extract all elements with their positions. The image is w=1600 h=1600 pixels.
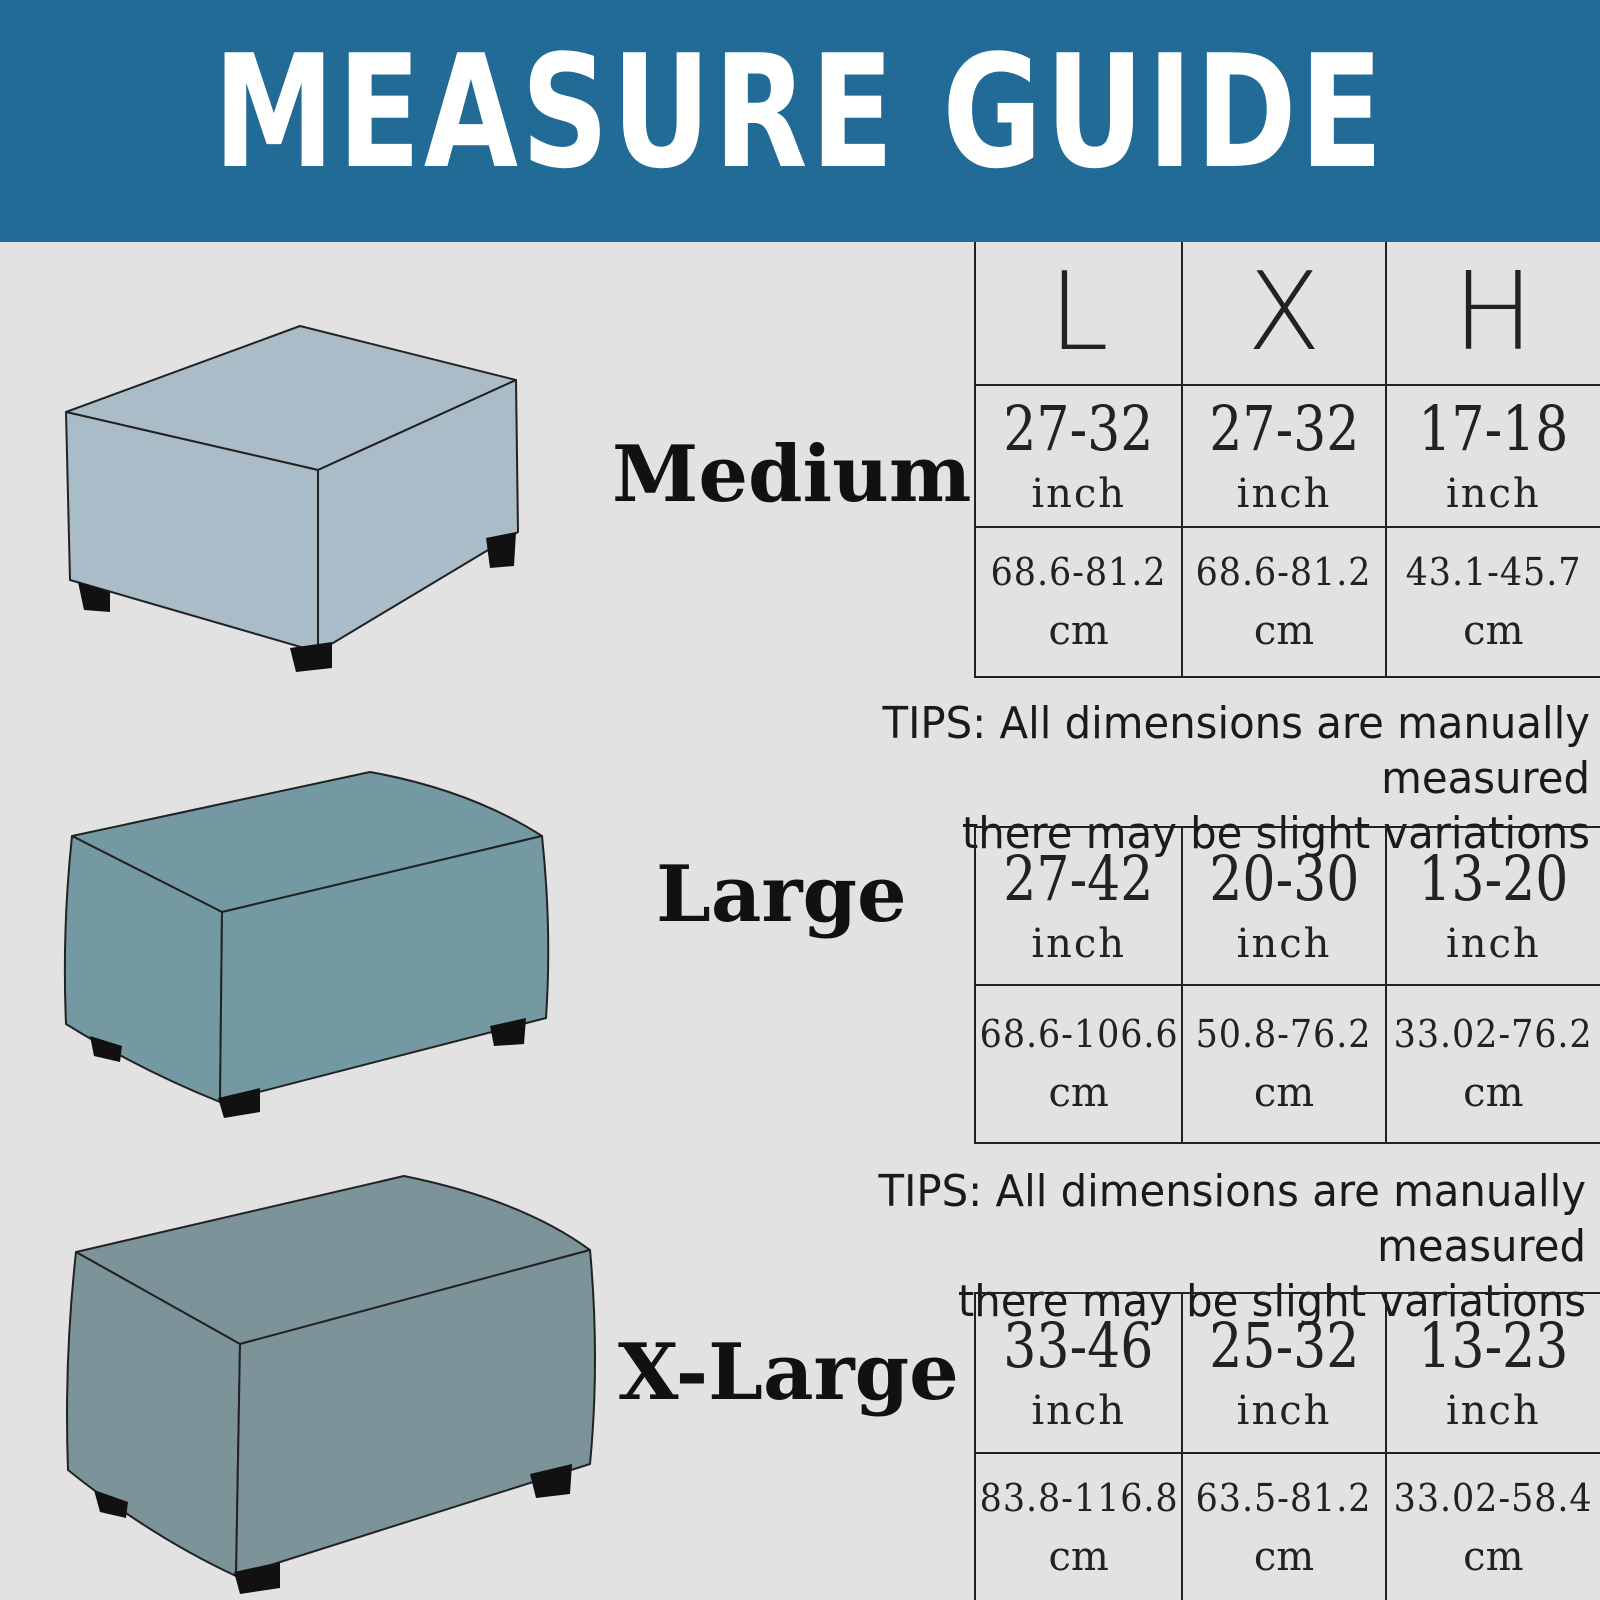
medium-l-cm: 68.6-81.2 cm bbox=[976, 528, 1183, 676]
large-l-inch: 27-42 inch bbox=[976, 828, 1183, 984]
large-cm-row bbox=[976, 984, 1600, 1142]
large-x-inch: 20-30 inch bbox=[1183, 828, 1386, 984]
x-large-l-cm: 83.8-116.8 cm bbox=[976, 1454, 1183, 1600]
medium-inch-row bbox=[976, 384, 1600, 526]
medium-ottoman-illustration bbox=[50, 310, 550, 690]
x-large-cm-row bbox=[976, 1452, 1600, 1600]
x-large-l-inch: 33-46 inch bbox=[976, 1294, 1183, 1452]
large-ottoman-illustration bbox=[50, 760, 560, 1130]
column-header-l: L bbox=[976, 242, 1183, 384]
column-header-row bbox=[976, 242, 1600, 384]
large-h-inch: 13-20 inch bbox=[1418, 842, 1569, 967]
medium-h-cm: 43.1-45.7 cm bbox=[1405, 550, 1582, 654]
large-h-cm: 33.02-76.2 cm bbox=[1393, 1012, 1593, 1116]
tips-line-2: there may be slight variations bbox=[957, 1276, 1586, 1327]
column-header-h: H bbox=[1452, 250, 1534, 375]
page-title: MEASURE GUIDE bbox=[213, 21, 1387, 203]
large-l-cm: 68.6-106.6 cm bbox=[976, 986, 1183, 1142]
x-large-x-inch: 25-32 inch bbox=[1183, 1294, 1386, 1452]
header-banner bbox=[0, 0, 1600, 242]
size-label-x-large: X-Large bbox=[618, 1327, 959, 1418]
large-dimension-table bbox=[974, 826, 1600, 1144]
medium-h-inch: 17-18 inch bbox=[1418, 392, 1569, 517]
medium-dimension-table bbox=[974, 242, 1600, 678]
tips-line-2: there may be slight variations bbox=[961, 808, 1590, 859]
x-large-dimension-table bbox=[974, 1292, 1600, 1600]
x-large-x-cm: 63.5-81.2 cm bbox=[1183, 1454, 1386, 1600]
medium-l-inch: 27-32 inch bbox=[976, 386, 1183, 526]
x-large-h-inch: 13-23 inch bbox=[1418, 1309, 1569, 1434]
large-x-cm: 50.8-76.2 cm bbox=[1183, 986, 1386, 1142]
tips-line-1: TIPS: All dimensions are manually measured bbox=[882, 698, 1590, 804]
medium-x-cm: 68.6-81.2 cm bbox=[1183, 528, 1386, 676]
x-large-ottoman-illustration bbox=[50, 1160, 610, 1600]
x-large-h-cm: 33.02-58.4 cm bbox=[1393, 1476, 1593, 1580]
large-inch-row bbox=[976, 828, 1600, 984]
size-label-medium: Medium bbox=[612, 429, 972, 520]
size-label-large: Large bbox=[656, 849, 907, 940]
tips-line-1: TIPS: All dimensions are manually measured bbox=[878, 1166, 1586, 1272]
medium-cm-row bbox=[976, 526, 1600, 676]
x-large-inch-row bbox=[976, 1294, 1600, 1452]
column-header-x: X bbox=[1183, 242, 1386, 384]
medium-x-inch: 27-32 inch bbox=[1183, 386, 1386, 526]
